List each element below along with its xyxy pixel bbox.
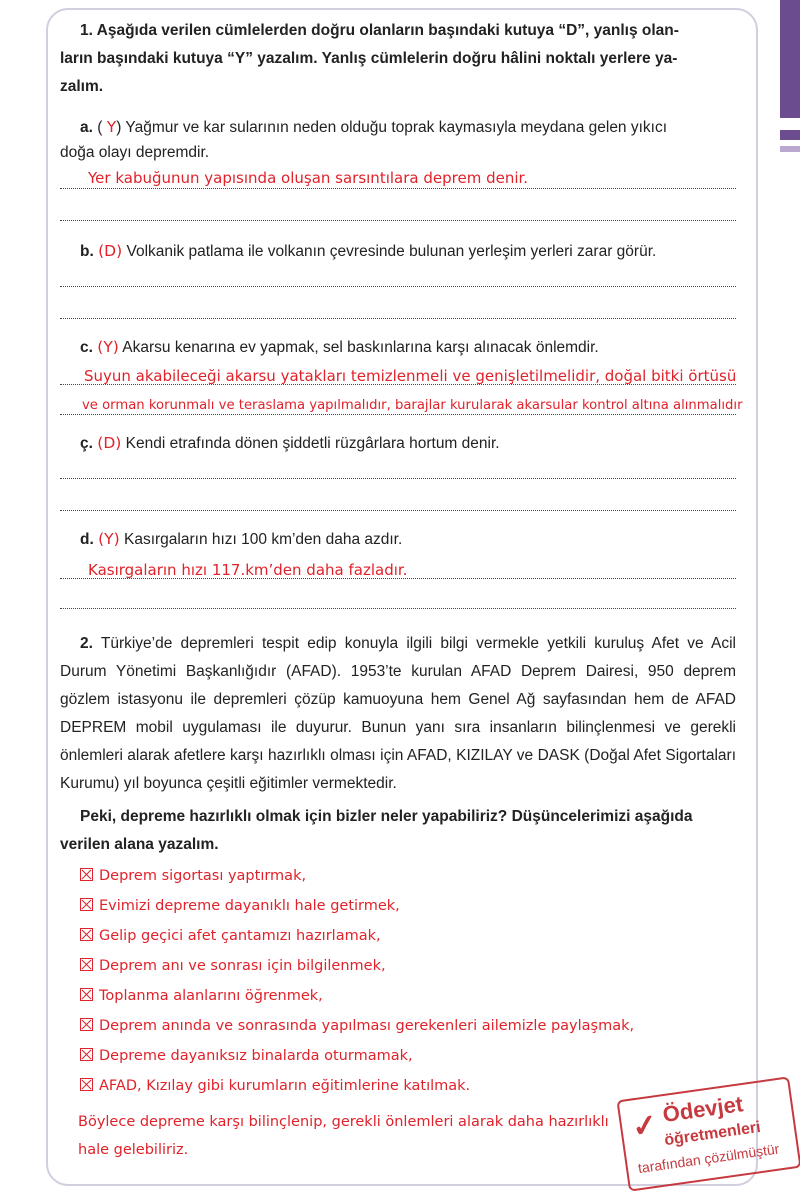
stamp-line3: tarafından çözülmüştür — [636, 1140, 781, 1177]
answer-line — [60, 286, 736, 287]
answer-list-item: AFAD, Kızılay gibi kurumların eğitimlerine katılmak. — [80, 1076, 470, 1096]
answer-line — [60, 384, 736, 385]
checkbox-icon — [80, 988, 93, 1001]
side-tab-mark-light — [780, 146, 800, 152]
answer-list-item: Deprem anı ve sonrası için bilgilenmek, — [80, 956, 386, 976]
answer-line — [60, 510, 736, 511]
answer-line — [60, 478, 736, 479]
checkbox-icon — [80, 868, 93, 881]
answer-d: (Y) — [98, 530, 120, 548]
item-a-line2: doğa olayı depremdir. — [60, 144, 210, 161]
answer-b: (D) — [98, 242, 123, 260]
answer-line — [60, 220, 736, 221]
q1-intro-line2: ların başındaki kutuya “Y” yazalım. Yanlış cümlelerin doğru hâlini noktalı yerlere ya- — [60, 50, 678, 67]
side-tab — [780, 0, 800, 118]
item-a: a. ( Y) Yağmur ve kar sularının neden olduğu toprak kaymasıyla meydana gelen yıkıcı — [80, 118, 668, 136]
answer-list-item: Deprem anında ve sonrasında yapılması gerekenleri ailemizle paylaşmak, — [80, 1016, 634, 1036]
answer-a: Y — [106, 118, 117, 136]
answer-list-item: Toplanma alanlarını öğrenmek, — [80, 986, 323, 1006]
q2-paragraph: 2. Türkiye’de depremleri tespit edip konuyla ilgili bilgi vermekle yetkili kuruluş Afet ve Acil Durum Yönetimi Başkanlığıdır (AFAD). 1953’te kurulan AFAD Deprem Dairesi, 950 deprem gözlem istasyonu ile depremleri çözüp kamuoyuna hem Genel Ağ sayfasından hem de AFAD DEPREM mobil uygulaması ile duyurur. Bunun yanı sıra insanların bilinçlenmesi ve gerekli önlemleri alarak afetlere karşı hazırlıklı olması için AFAD, KIZILAY ve DASK (Doğal Afet Sigortaları Kurumu) yıl boyunca çeşitli eğitimler vermektedir. — [60, 635, 736, 792]
check-icon: ✓ — [630, 1108, 660, 1145]
answer-line — [60, 414, 736, 415]
item-b: b. (D) Volkanik patlama ile volkanın çevresinde bulunan yerleşim yerleri zarar görür. — [80, 242, 657, 260]
answer-line — [60, 578, 736, 579]
side-tab-mark — [780, 130, 800, 140]
conclusion-line2: hale gelebiliriz. — [78, 1142, 189, 1158]
checkbox-icon — [80, 1048, 93, 1061]
fix-c-line1: Suyun akabileceği akarsu yatakları temizlenmeli ve genişletilmelidir, doğal bitki örtüsü — [84, 367, 737, 385]
conclusion-line1: Böylece depreme karşı bilinçlenip, gerekli önlemleri alarak daha hazırlıklı — [78, 1114, 609, 1130]
fix-d-line1: Kasırgaların hızı 117.km’den daha fazladır. — [88, 561, 408, 579]
checkbox-icon — [80, 958, 93, 971]
answer-list-item: Evimizi depreme dayanıklı hale getirmek, — [80, 896, 400, 916]
item-c-cedilla: ç. (D) Kendi etrafında dönen şiddetli rüzgârlara hortum denir. — [80, 434, 500, 452]
answer-line — [60, 608, 736, 609]
answer-list-item: Gelip geçici afet çantamızı hazırlamak, — [80, 926, 381, 946]
q1-intro-line3: zalım. — [60, 78, 104, 95]
answer-list-item: Deprem sigortası yaptırmak, — [80, 866, 306, 886]
fix-a-line1: Yer kabuğunun yapısında oluşan sarsıntılara deprem denir. — [88, 169, 529, 187]
checkbox-icon — [80, 898, 93, 911]
answer-line — [60, 188, 736, 189]
checkbox-icon — [80, 1078, 93, 1091]
answer-c-cedilla: (D) — [97, 434, 122, 452]
answer-line — [60, 318, 736, 319]
fix-c-line2: ve orman korunmalı ve teraslama yapılmalıdır, barajlar kurularak akarsular kontrol altına alınmalıdır — [82, 398, 743, 413]
stamp-line2: öğretmenleri — [663, 1118, 762, 1150]
answer-list-item: Depreme dayanıksız binalarda oturmamak, — [80, 1046, 413, 1066]
q2-question-line2: verilen alana yazalım. — [60, 836, 219, 853]
item-d: d. (Y) Kasırgaların hızı 100 km’den daha azdır. — [80, 530, 403, 548]
checkbox-icon — [80, 1018, 93, 1031]
stamp-brand: Ödevjet — [661, 1091, 745, 1128]
q1-intro-line1: 1. Aşağıda verilen cümlelerden doğru olanların başındaki kutuya “D”, yanlış olan- — [80, 22, 679, 39]
answer-c: (Y) — [97, 338, 119, 356]
item-c: c. (Y) Akarsu kenarına ev yapmak, sel baskınlarına karşı alınacak önlemdir. — [80, 338, 599, 356]
q2-question-line1: Peki, depreme hazırlıklı olmak için bizler neler yapabiliriz? Düşüncelerimizi aşağıda — [80, 808, 693, 825]
checkbox-icon — [80, 928, 93, 941]
